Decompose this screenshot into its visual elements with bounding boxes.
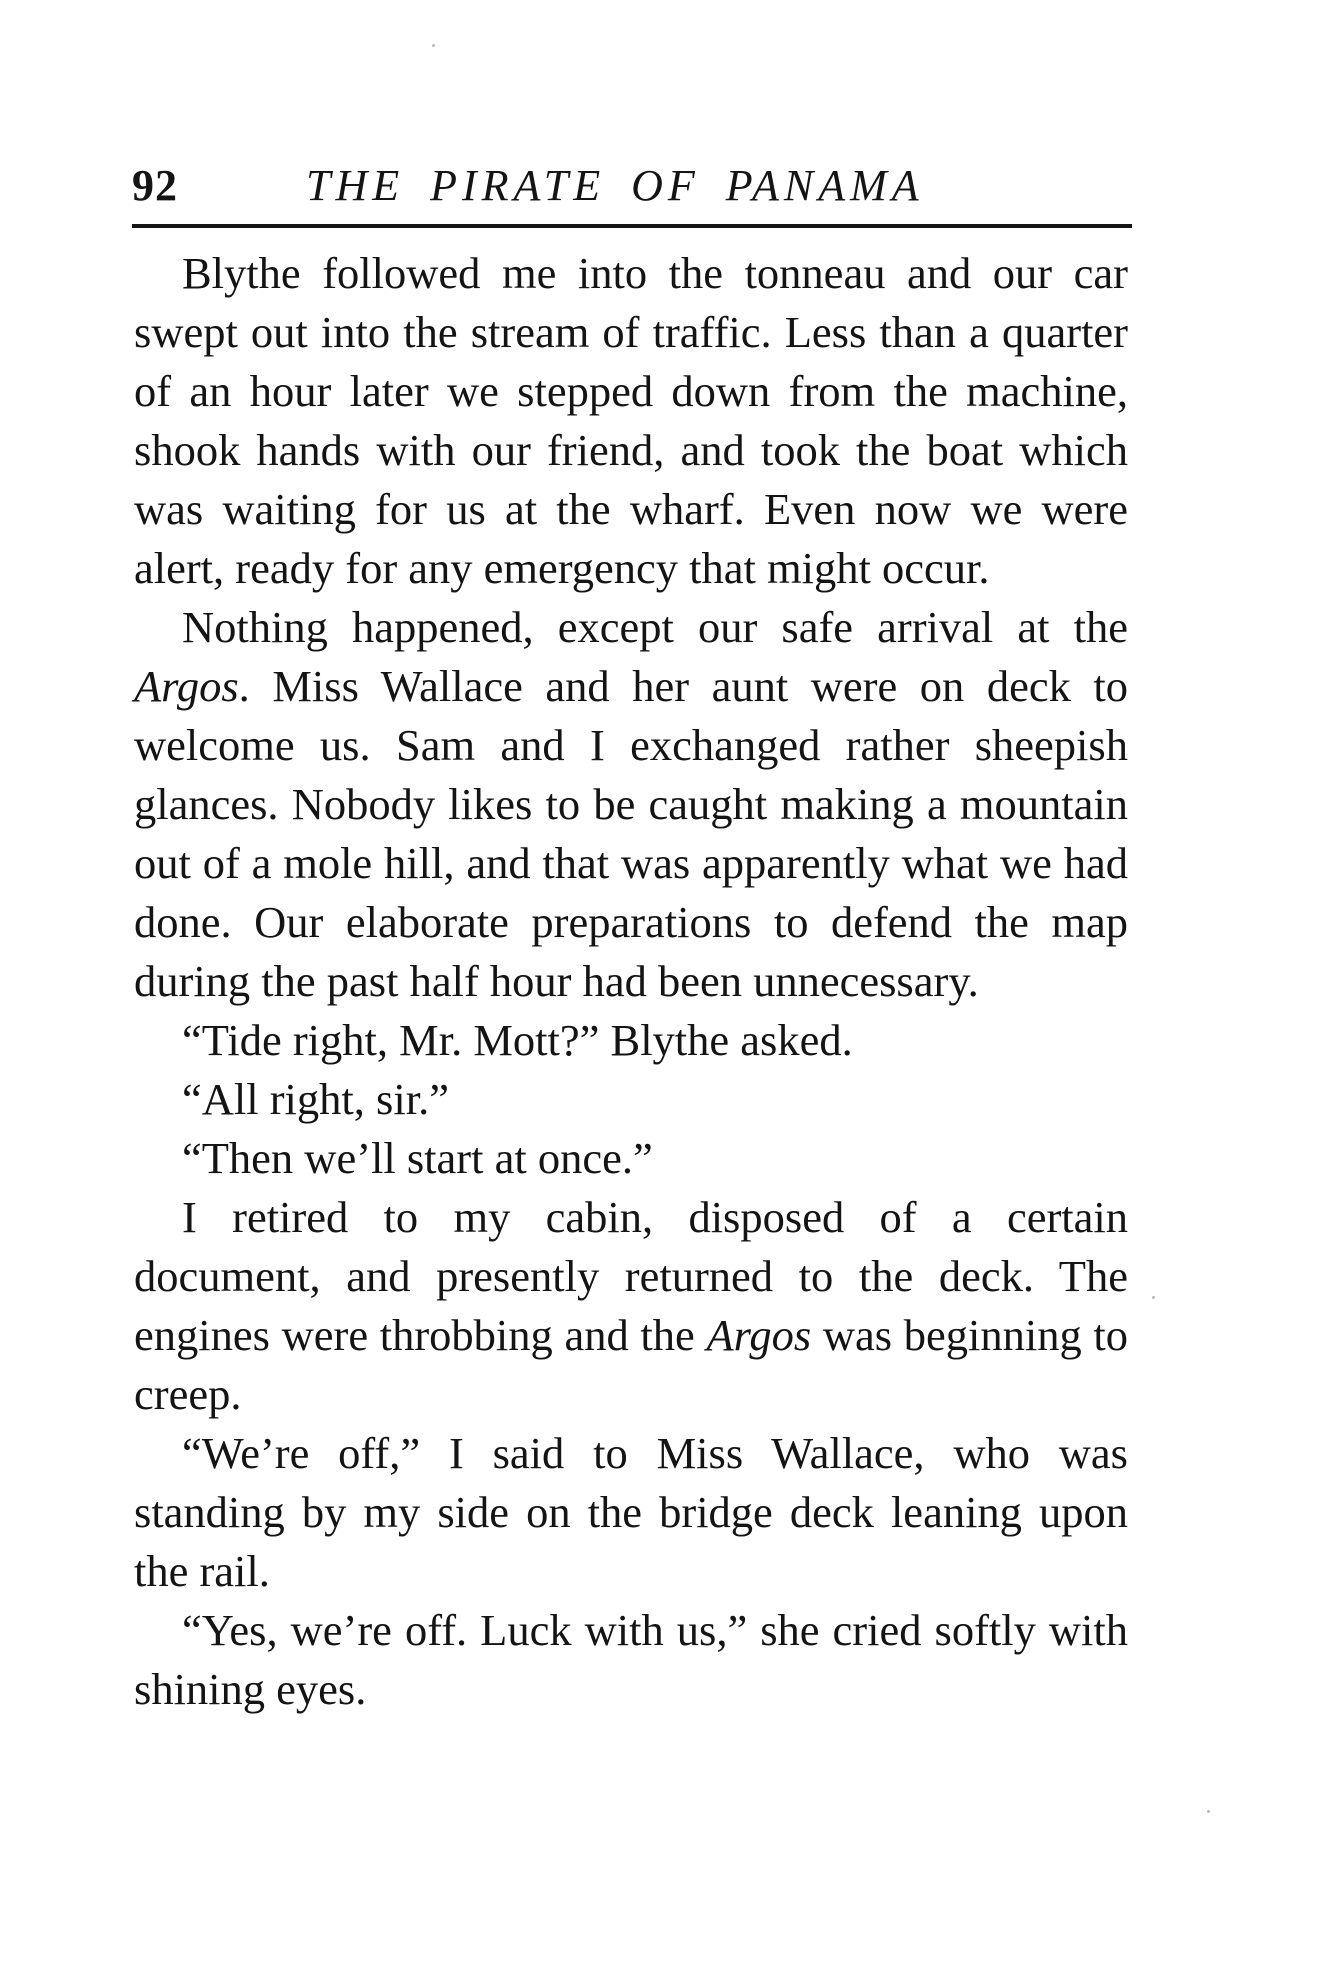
paragraph bbox=[134, 1070, 1128, 1129]
paragraph bbox=[134, 598, 1128, 1011]
paper-speck bbox=[1207, 1810, 1210, 1813]
paragraph-text: “We’re off,” I said to Miss Wallace, who was standing by my side on the bridge deck leaning upon the rail. bbox=[134, 1428, 1128, 1596]
ship-name: Argos bbox=[134, 661, 239, 711]
header-rule bbox=[132, 224, 1132, 228]
paragraph-text: . Miss Wallace and her aunt were on deck to welcome us. Sam and I exchanged rather sheepish glances. Nobody likes to be caught making a mountain out of a mole hill, and that was apparently what we had done. Our elaborate preparations to defend the map during the past half hour had been unnecessary. bbox=[134, 661, 1128, 1006]
paragraph bbox=[134, 1424, 1128, 1601]
paragraph-text: “Tide right, Mr. Mott?” Blythe asked. bbox=[182, 1015, 853, 1065]
body-text bbox=[134, 244, 1128, 1719]
page-number: 92 bbox=[132, 161, 178, 210]
paper-speck bbox=[432, 44, 435, 47]
paragraph-text: “All right, sir.” bbox=[182, 1074, 449, 1124]
book-title: THE PIRATE OF PANAMA bbox=[306, 161, 924, 210]
paragraph-text: I retired to my cabin, disposed of a certain document, and presently returned to the deck. The engines were throbbing and the bbox=[134, 1192, 1128, 1360]
paragraph-text: Nothing happened, except our safe arrival at the bbox=[182, 602, 1128, 652]
paragraph bbox=[134, 1601, 1128, 1719]
paragraph-text: was beginning to creep. bbox=[134, 1310, 1128, 1419]
paragraph bbox=[134, 244, 1128, 598]
paragraph-text: “Then we’ll start at once.” bbox=[182, 1133, 653, 1183]
paragraph-text: “Yes, we’re off. Luck with us,” she cried softly with shining eyes. bbox=[134, 1605, 1128, 1714]
running-head bbox=[132, 160, 1130, 220]
ship-name: Argos bbox=[706, 1310, 812, 1360]
paragraph-text: Blythe followed me into the tonneau and our car swept out into the stream of traffic. Less than a quarter of an hour later we stepped down from the machine, shook hands with our friend, and took the boat which was waiting for us at the wharf. Even now we were alert, ready for any emergency that might occur. bbox=[134, 248, 1128, 593]
paragraph bbox=[134, 1188, 1128, 1424]
paragraph bbox=[134, 1011, 1128, 1070]
paper-speck bbox=[1152, 1296, 1155, 1299]
paragraph bbox=[134, 1129, 1128, 1188]
